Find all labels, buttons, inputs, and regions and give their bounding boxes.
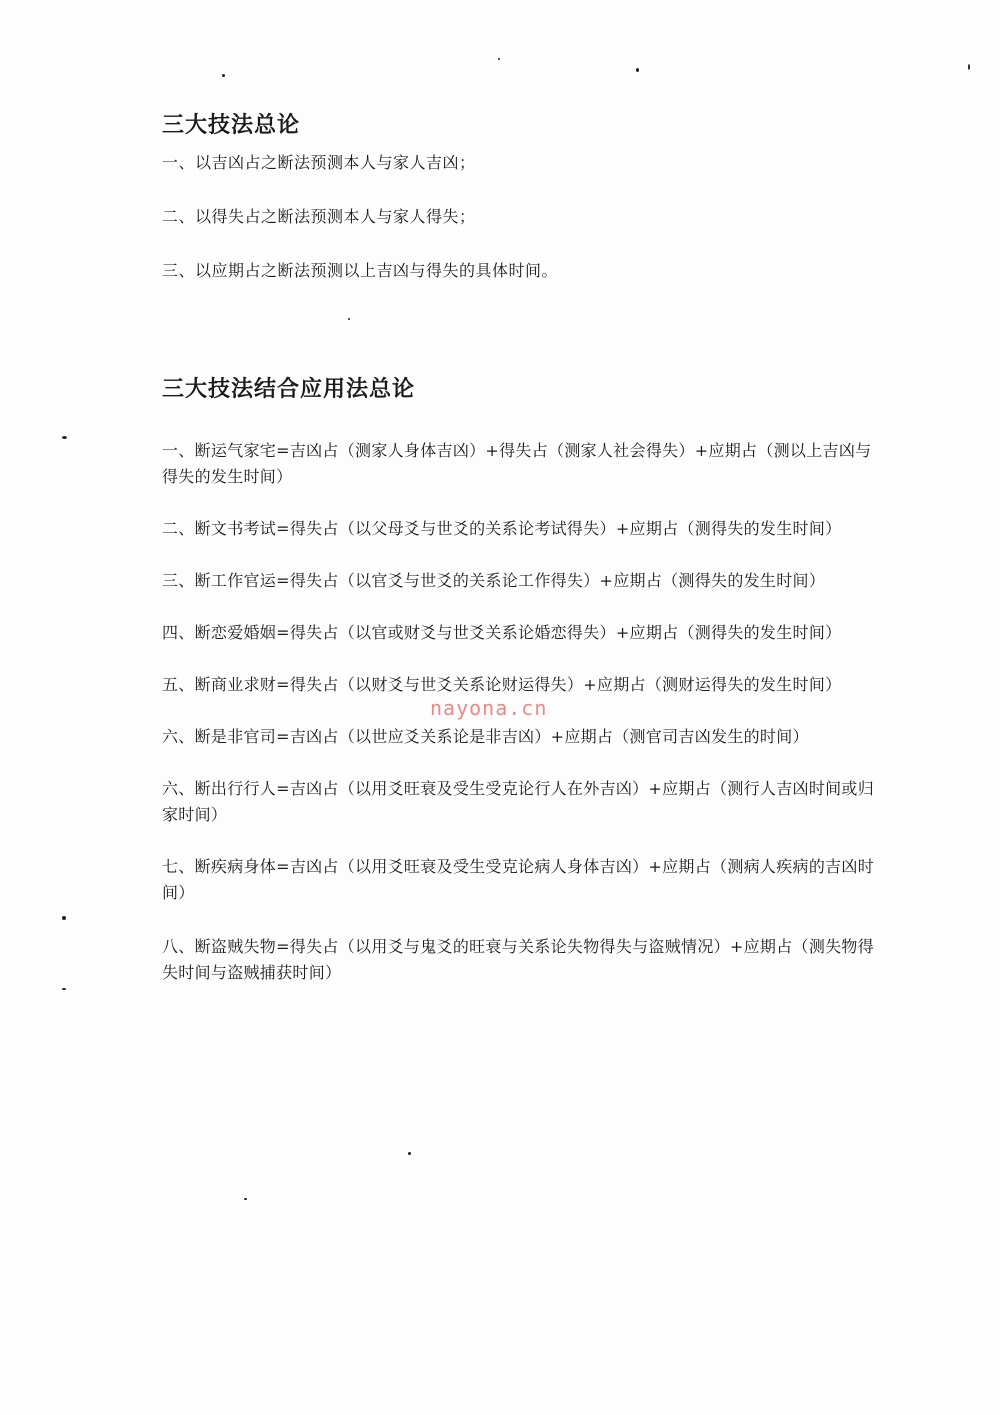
item-text: 断商业求财=得失占（以财爻与世爻关系论财运得失）+应期占（测财运得失的发生时间） <box>194 675 842 694</box>
item-number: 二、 <box>162 519 195 538</box>
item-number: 八、 <box>162 937 195 956</box>
item-number: 四、 <box>162 623 195 642</box>
item-text: 断恋爱婚姻=得失占（以官或财爻与世爻关系论婚恋得失）+应期占（测得失的发生时间） <box>194 623 842 642</box>
scan-speck <box>222 74 225 77</box>
item-number: 七、 <box>162 857 195 876</box>
scan-speck <box>348 318 350 320</box>
scan-speck <box>968 64 970 70</box>
section2-item-4 <box>162 620 882 646</box>
section2-item-2 <box>162 516 882 542</box>
item-number: 六、 <box>162 779 195 798</box>
section2-title: 三大技法结合应用法总论 <box>162 376 416 402</box>
section1-item-2: 二、以得失占之断法预测本人与家人得失； <box>162 207 476 226</box>
scan-speck <box>636 68 639 72</box>
item-text: 断盗贼失物=得失占（以用爻与鬼爻的旺衰与关系论失物得失与盗贼情况）+应期占（测失物得失时间与盗贼捕获时间） <box>162 937 875 982</box>
item-text: 断是非官司=吉凶占（以世应爻关系论是非吉凶）+应期占（测官司吉凶发生的时间） <box>194 727 809 746</box>
section1-item-1: 一、以吉凶占之断法预测本人与家人吉凶； <box>162 153 476 172</box>
section2-item-1 <box>162 438 882 490</box>
item-text: 断疾病身体=吉凶占（以用爻旺衰及受生受克论病人身体吉凶）+应期占（测病人疾病的吉凶时间） <box>162 857 875 902</box>
item-text: 断文书考试=得失占（以父母爻与世爻的关系论考试得失）+应期占（测得失的发生时间） <box>194 519 842 538</box>
scan-speck <box>62 436 67 439</box>
section2-item-5 <box>162 672 882 698</box>
scan-speck <box>498 58 500 60</box>
item-text: 断运气家宅=吉凶占（测家人身体吉凶）+得失占（测家人社会得失）+应期占（测以上吉凶与得失的发生时间） <box>162 441 872 486</box>
item-text: 断出行行人=吉凶占（以用爻旺衰及受生受克论行人在外吉凶）+应期占（测行人吉凶时间或归家时间） <box>162 779 875 824</box>
section2-item-9 <box>162 934 882 986</box>
section2-item-8 <box>162 854 882 906</box>
item-number: 三、 <box>162 571 195 590</box>
scan-speck <box>62 988 66 990</box>
section2-item-7 <box>162 776 882 828</box>
item-text: 断工作官运=得失占（以官爻与世爻的关系论工作得失）+应期占（测得失的发生时间） <box>194 571 826 590</box>
scan-speck <box>408 1152 411 1155</box>
item-number: 五、 <box>162 675 195 694</box>
item-number: 一、 <box>162 441 195 460</box>
section2-item-3 <box>162 568 882 594</box>
section1-title: 三大技法总论 <box>162 112 301 138</box>
section1-item-3: 三、以应期占之断法预测以上吉凶与得失的具体时间。 <box>162 261 559 280</box>
section2-item-6 <box>162 724 882 750</box>
scan-speck <box>244 1198 247 1200</box>
item-number: 六、 <box>162 727 195 746</box>
watermark: nayona.cn <box>430 696 548 720</box>
scan-speck <box>62 916 66 920</box>
